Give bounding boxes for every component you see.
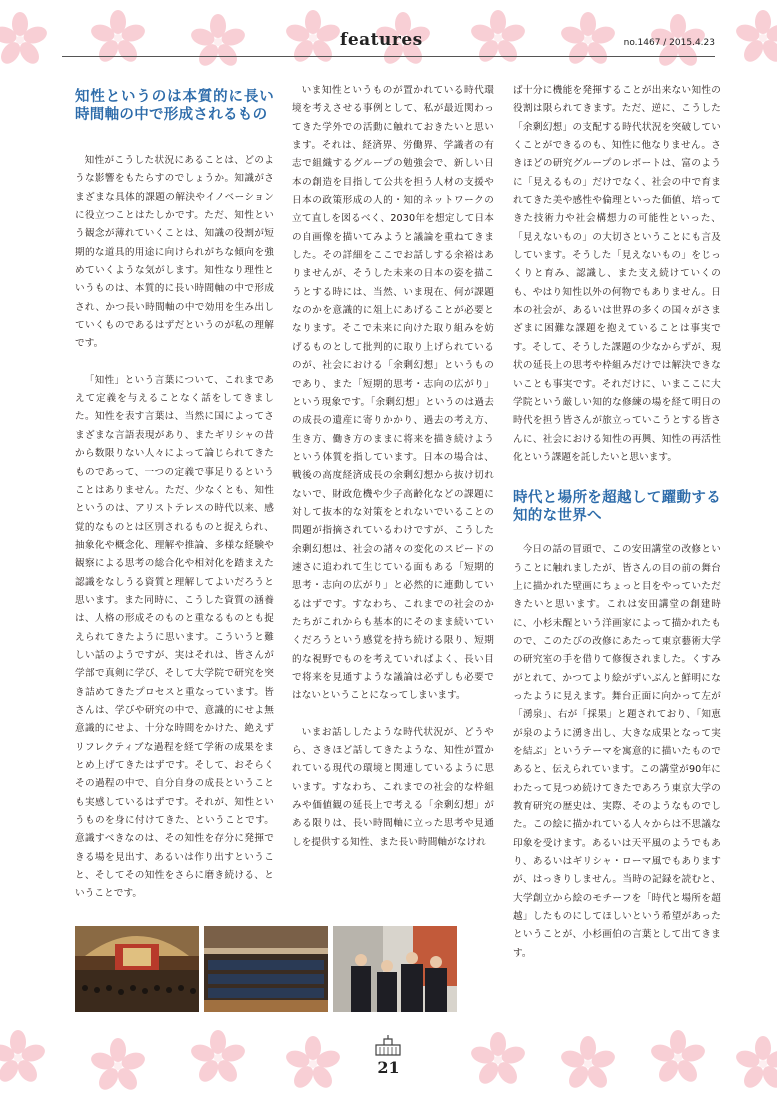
photo-auditorium-stage [75,926,199,1012]
photo-ceremony-hall [204,926,328,1012]
header-divider [62,56,715,57]
cherry-blossom-icon [190,14,246,70]
article-column-2 [292,82,494,852]
page-number: 21 [377,1058,400,1077]
cherry-blossom-icon [735,10,777,66]
paragraph: ば十分に機能を発揮することが出来ない知性の役割は限られてきます。ただ、逆に、こうした「余剰幻想」の支配する時代状況を突破していくことができるのも、知性に他なりません。さきほどの研究グループのレポートは、富のように「見えるもの」だけでなく、社会の中で育まれてきた美や感性や倫理といった価値、培ってきた技術力や社会構想力の可能性といった、「見えないもの」の大切さということにも言及しています。そうした「見えないもの」をじっくりと育み、認識し、また支え続けていくのも、やはり知性以外の何物でもありません。日本の社会が、あるいは世界の多くの国々がさまざまに困難な課題を抱えていることは事実です。そして、そうした課題の少なからずが、現状の延長上の思考や枠組みだけでは解決できないことも事実です。それだけに、いまここに大学院という厳しい知的な修練の場を経て明日の時代を担う皆さんが旅立っていこうとする皆さんに、社会における知性の再興、知性の再活性化という課題を託したいと思います。 [513,85,721,463]
building-icon [372,1033,404,1057]
section-title: features [340,30,423,50]
cherry-blossom-icon [285,10,341,66]
cherry-blossom-icon [0,12,48,68]
cherry-blossom-icon [560,12,616,68]
section-heading-2: 時代と場所を超越して躍動する知的な世界へ [513,490,721,525]
cherry-blossom-icon [90,10,146,66]
paragraph: いま知性というものが置かれている時代環境を考えさせる事例として、私が最近関わってきた学外での活動に触れておきたいと思います。それは、経済界、労働界、学識者の有志で組織するグループの勉強会で、新しい日本の創造を目指して公共を担う人材の支援や日本の政策形成の人的・知的ネットワークの立て直しを図るべく、2030年を想定して日本の自画像を描いてみようと議論を重ねてきました。その詳細をここでお話しする余裕はありませんが、そうした未来の日本の姿を描こうとする時には、当然、いま現在、何が課題なのかを意識的に俎上にあげることが必要となります。そこで未来に向けた取り組みを妨げるものとして批判的に取り上げられているのが、社会における「余剰幻想」というものであり、また「短期的思考・志向の広がり」という現象です。「余剰幻想」というのは過去の成長の遺産に寄りかかり、過去の考え方、生き方、働き方のままに将来を描き続けようという体質を指しています。日本の場合は、戦後の高度経済成長の余剰幻想から抜け切れないで、財政危機や少子高齢化などの課題に対して抜本的な対策をとれないでいることの問題が指摘されているわけですが、こうした余剰幻想は、社会の諸々の変化のスピードの速さに追われて生じている面もある「短期的思考・志向の広がり」と必然的に連動しているはずです。すなわち、これまでの社会のかたちがこれからも基本的にそのまま続いていくだろうという感覚を持ち続ける限り、短期的な視野でものを考えていればよく、長い目で将来を見通すような議論は必ずしも必要ではないということになってしまいます。 [292,85,494,702]
photo-graduates-group [333,926,457,1012]
paragraph: 知性がこうした状況にあることは、どのような影響をもたらすのでしょうか。知識がさまざまな具体的課題の解決やイノベーションに役立つことはたしかです。ただ、知性という観念が薄れていくことは、知識の役割が短期的な道具的用途に向けられがちな傾向を強めていくような気がします。知性なり理性というものは、本質的に長い時間軸の中で形成され、かつ長い時間軸の中で効用を生み出していくものであるはずだというのが私の理解です。 [75,155,274,350]
paragraph: 「知性」という言葉について、これまであえて定義を与えることなく話をしてきました。知性を表す言葉は、当然に国によってさまざまな言語表現があり、またギリシャの昔から数限りない人々によって論じられてきたものであって、一つの定義で事足りるということはありません。ただ、少なくとも、知性というのは、アリストテレスの時代以来、感覚的なものとは区別されるものと捉えられ、抽象化や概念化、理解や推論、多様な経験や観察による思考の総合化や相対化を踏まえた認識をなしうる資質と理解してよいだろうと思います。また同時に、こうした資質の涵養は、人格の形成そのものと重なるものとも捉えられてきたように思います。こういうと難しい話のようですが、実はそれは、皆さんが学部で真剣に学び、そして大学院で研究を突き詰めてきたプロセスと重なっています。皆さんは、学びや研究の中で、意識的にせよ無意識的にせよ、十分な時間をかけた、絶えずリフレクティブな過程を経て学術の成果をまとめ上げてきたはずです。そして、おそらくその過程の中で、自分自身の成長ということも実感しているはずです。それが、知性というものを身に付けてきた、ということです。意識すべきなのは、その知性を存分に発揮できる場を見出す、あるいは作り出すということ、そしてその知性をさらに磨き続ける、ということです。 [75,374,274,900]
article-column-1 [75,88,274,904]
section-heading-1: 知性というのは本質的に長い時間軸の中で形成されるもの [75,89,274,123]
cherry-blossom-icon [470,10,526,66]
paragraph: 今日の話の冒頭で、この安田講堂の改修ということに触れましたが、皆さんの目の前の舞台上に描かれた壁画にちょっと目をやっていただきたいと思います。これは安田講堂の創建時に、小杉未醒という洋画家によって描かれたもので、このたびの改修にあたって東京藝術大学の研究室の手を借りて修復されました。くすみがとれて、かつてより絵がずいぶんと鮮明になったように見えます。舞台正面に向かって左が「湧泉」、右が「採果」と題されており、「知恵が泉のように湧き出し、大きな成果となって実を結ぶ」というテーマを寓意的に描いたものであると、伝えられています。この講堂が90年にわたって見つめ続けてきたであろう東京大学の教育研究の歴史は、実際、そのようなものでした。この絵に描かれている人々からは不思議な印象を受けます。あるいは天平風のようでもあり、あるいはギリシャ・ローマ風でもありますが、はっきりしません。当時の記録を読むと、大学創立から絵のモチーフを「時代と場所を超越」したものにしてほしいという希望があったということが、小杉画伯の言葉として出てきます。 [513,544,721,959]
issue-number: no.1467 / 2015.4.23 [623,38,715,48]
article-column-3 [513,82,721,963]
paragraph: いまお話ししたような時代状況が、どうやら、さきほど話してきたような、知性が置かれている現代の環境と関連しているように思います。すなわち、これまでの社会的な枠組みや価値観の延長上で考える「余剰幻想」がある限りは、長い時間軸に立った思考や見通しを提供する知性、また長い時間軸がなけれ [292,726,494,848]
